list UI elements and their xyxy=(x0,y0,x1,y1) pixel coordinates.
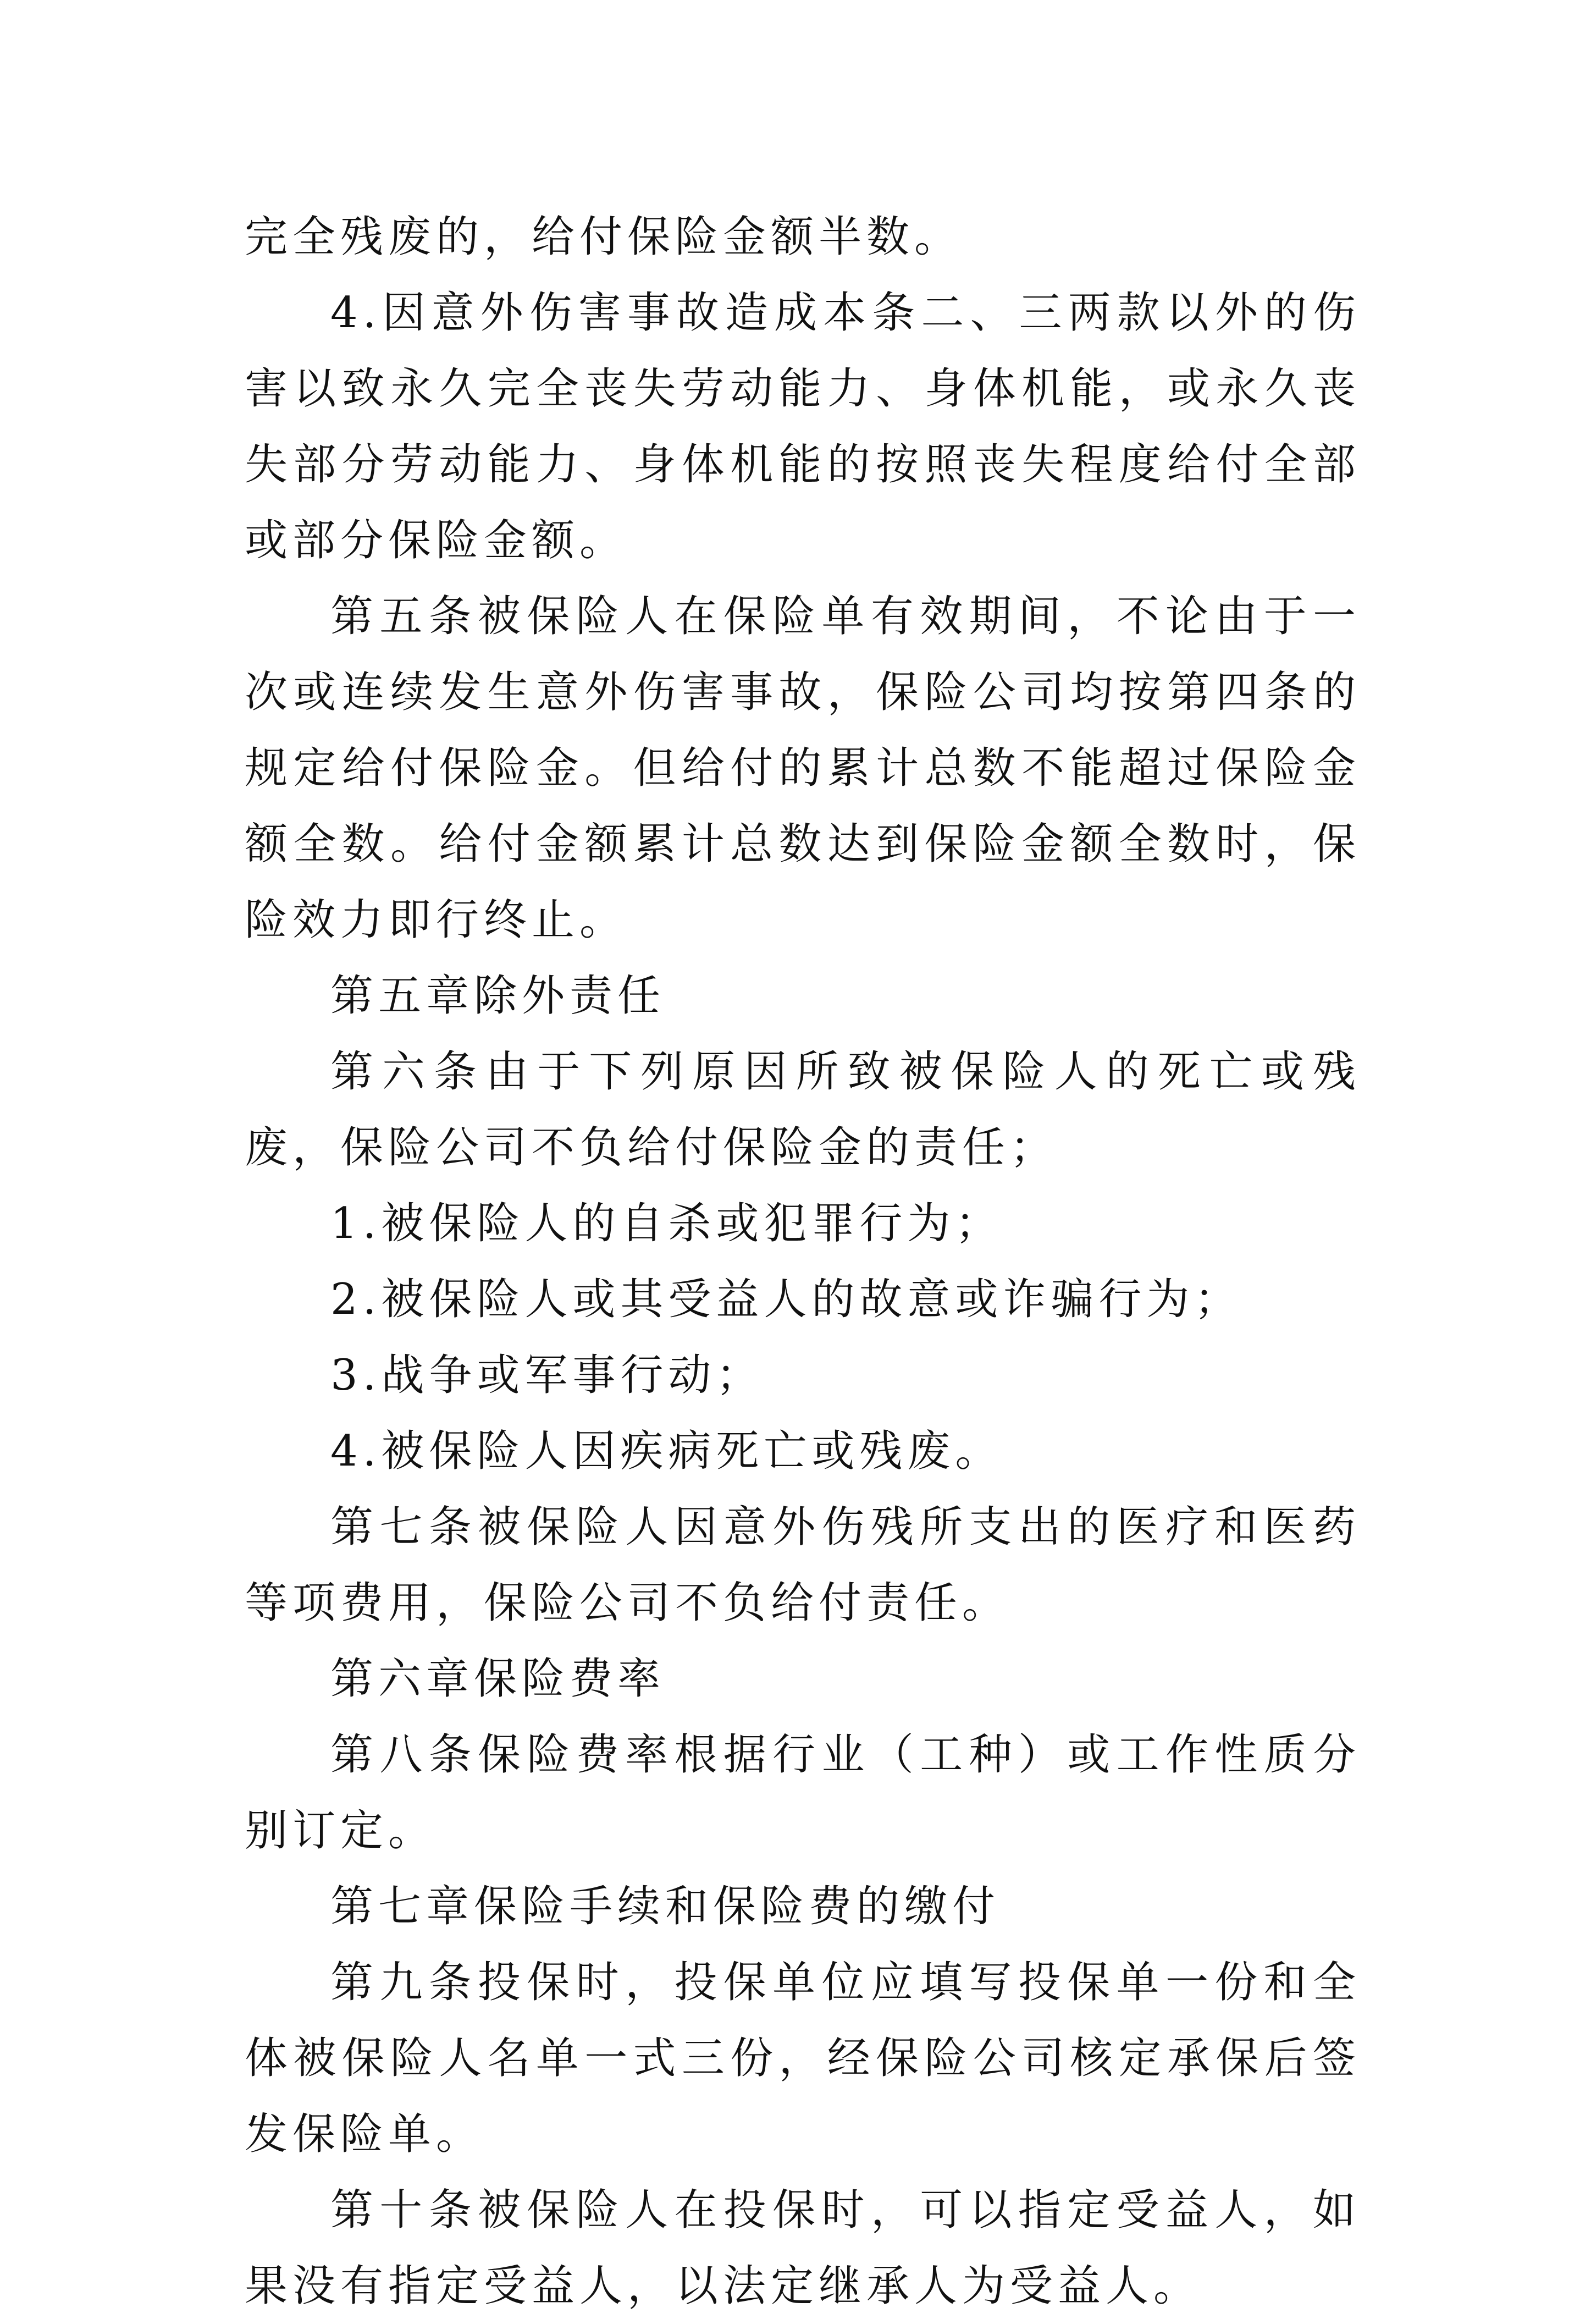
paragraph-article-10: 第十条被保险人在投保时，可以指定受益人，如果没有指定受益人，以法定继承人为受益人。 xyxy=(245,2185,1361,2311)
list-item-1: 1.被保险人的自杀或犯罪行为； xyxy=(330,1199,1003,1248)
paragraph-article-5: 第五条被保险人在保险单有效期间，不论由于一次或连续发生意外伤害事故，保险公司均按第四条的规定给付保险金。但给付的累计总数不能超过保险金额全数。给付金额累计总数达到保险金额全数时，保险效力即行终止。 xyxy=(245,592,1361,945)
paragraph-continuation: 完全残废的，给付保险金额半数。 xyxy=(245,212,963,262)
document-body xyxy=(245,199,1361,2324)
paragraph-article-8: 第八条保险费率根据行业（工种）或工作性质分别订定。 xyxy=(245,1730,1361,1855)
chapter-heading-7: 第七章保险手续和保险费的缴付 xyxy=(330,1882,1001,1931)
paragraph-article-9: 第九条投保时，投保单位应填写投保单一份和全体被保险人名单一式三份，经保险公司核定承保后签发保险单。 xyxy=(245,1958,1361,2159)
paragraph-article-6: 第六条由于下列原因所致被保险人的死亡或残废，保险公司不负给付保险金的责任； xyxy=(245,1047,1361,1172)
paragraph-item-4: 4.因意外伤害事故造成本条二、三两款以外的伤害以致永久完全丧失劳动能力、身体机能，或永久丧失部分劳动能力、身体机能的按照丧失程度给付全部或部分保险金额。 xyxy=(245,288,1361,565)
list-item-3: 3.战争或军事行动； xyxy=(330,1351,764,1400)
chapter-heading-6: 第六章保险费率 xyxy=(330,1654,666,1704)
list-item-4: 4.被保险人因疾病死亡或残废。 xyxy=(330,1427,1003,1476)
list-item-2: 2.被保险人或其受益人的故意或诈骗行为； xyxy=(330,1275,1242,1324)
paragraph-article-7: 第七条被保险人因意外伤残所支出的医疗和医药等项费用，保险公司不负给付责任。 xyxy=(245,1502,1361,1628)
chapter-heading-5: 第五章除外责任 xyxy=(330,971,666,1021)
